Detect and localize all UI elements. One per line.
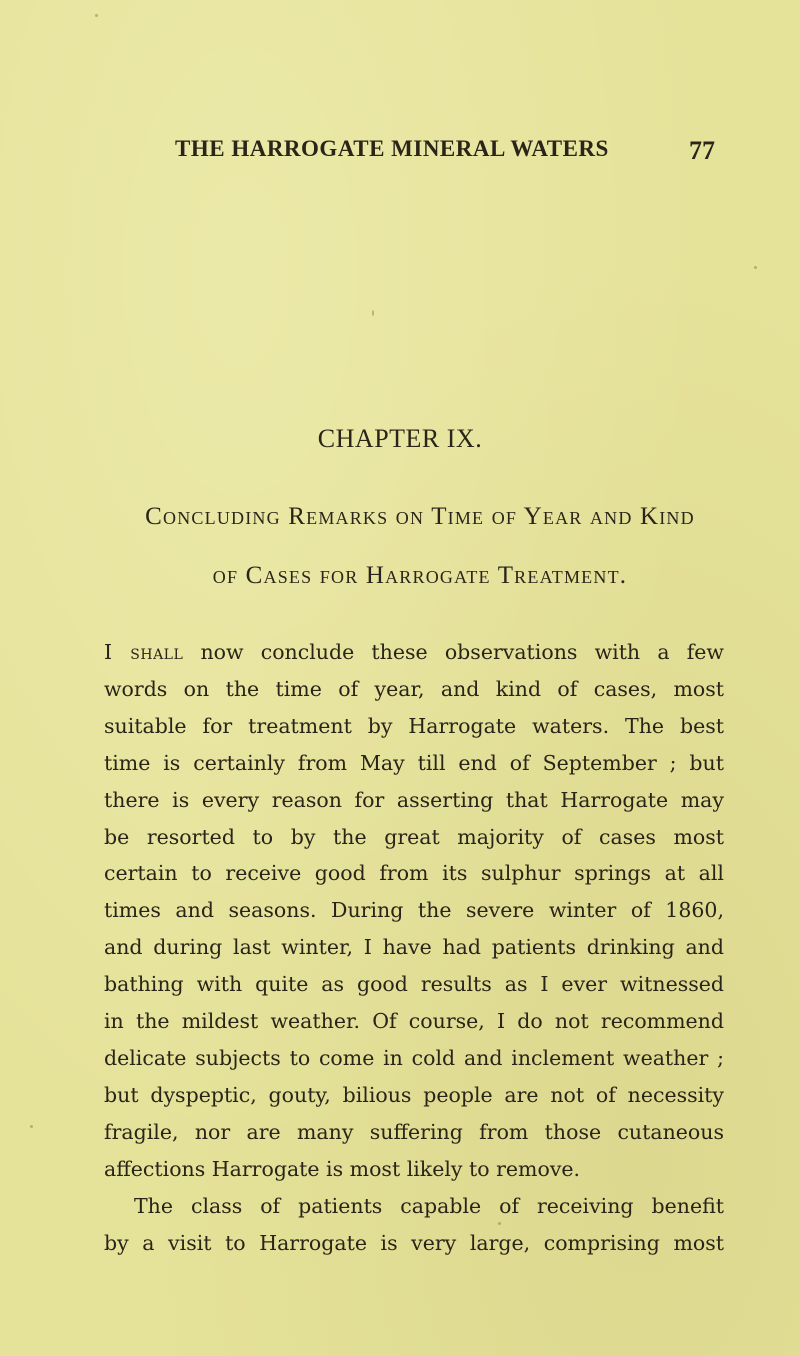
- text-line-rest: now conclude these observations with a few: [183, 640, 724, 664]
- text-line: delicate subjects to come in cold and inclement weather ;: [104, 1045, 724, 1070]
- body-text: [104, 634, 724, 1261]
- text-line: The class of patients capable of receiving benefit: [134, 1193, 724, 1218]
- chapter-title: CHAPTER IX.: [317, 424, 483, 453]
- lead-word: I shall: [104, 640, 184, 664]
- text-line: suitable for treatment by Harrogate waters. The best: [104, 713, 724, 738]
- text-line: certain to receive good from its sulphur springs at all: [104, 861, 724, 886]
- text-line: fragile, nor are many suffering from those cutaneous: [104, 1119, 724, 1144]
- chapter-subtitle-line-1: Concluding Remarks on Time of Year and Kind: [145, 503, 695, 530]
- page-number: 77: [689, 136, 715, 165]
- text-line: by a visit to Harrogate is very large, comprising most: [104, 1230, 724, 1255]
- text-line: in the mildest weather. Of course, I do not recommend: [104, 1009, 724, 1034]
- paper-speck: [372, 310, 374, 316]
- running-head: [175, 136, 715, 176]
- running-head-title: THE HARROGATE MINERAL WATERS: [175, 136, 609, 161]
- text-line: words on the time of year, and kind of cases, most: [104, 676, 724, 701]
- text-line: there is every reason for asserting that Harrogate may: [104, 787, 724, 812]
- text-line: but dyspeptic, gouty, bilious people are not of necessity: [104, 1082, 724, 1107]
- text-line: time is certainly from May till end of September ; but: [104, 750, 724, 775]
- text-line: [104, 634, 724, 671]
- text-line: be resorted to by the great majority of cases most: [104, 824, 724, 849]
- paper-speck: [754, 266, 757, 269]
- paper-speck: [30, 1125, 33, 1128]
- text-line: bathing with quite as good results as I ever witnessed: [104, 972, 724, 997]
- paper-speck: [498, 1222, 501, 1225]
- text-line: times and seasons. During the severe winter of 1860,: [104, 898, 724, 923]
- chapter-subtitle: [100, 487, 740, 605]
- paper-speck: [95, 14, 98, 17]
- text-line: affections Harrogate is most likely to remove.: [104, 1156, 581, 1181]
- chapter-subtitle-line-2: of Cases for Harrogate Treatment.: [212, 562, 628, 589]
- text-line: and during last winter, I have had patients drinking and: [104, 935, 724, 960]
